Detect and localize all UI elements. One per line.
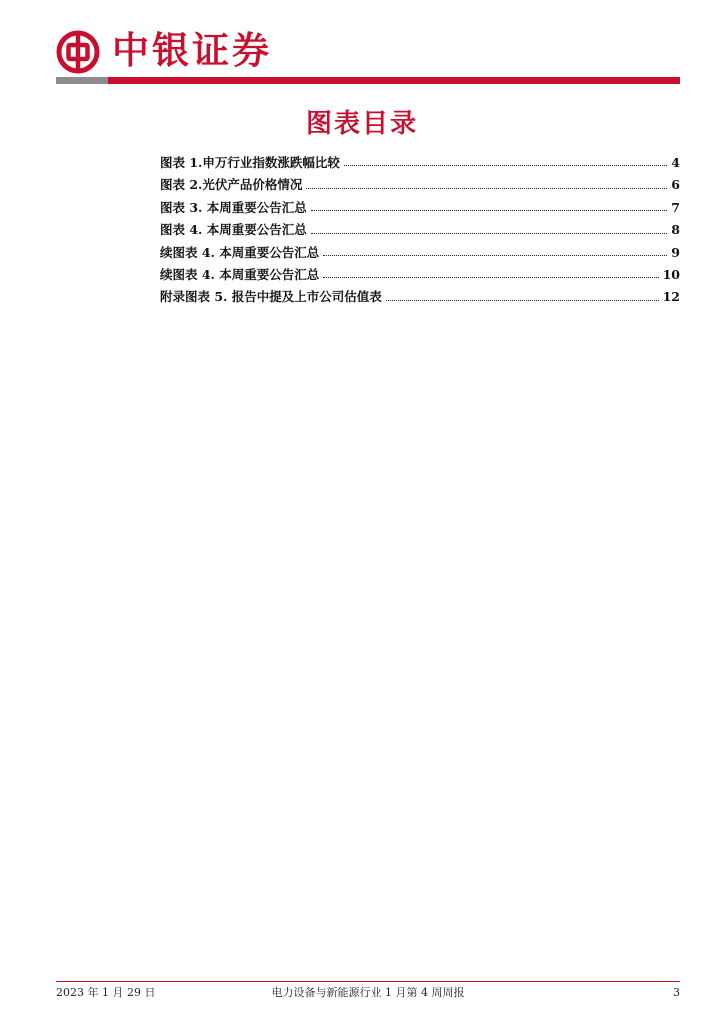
footer-page-number: 3 <box>673 986 680 999</box>
toc-item-label: 图表 1.申万行业指数涨跌幅比较 <box>160 155 340 170</box>
header-rule-red <box>108 77 680 84</box>
header-rule-gray <box>56 77 108 84</box>
toc-leader <box>323 255 667 256</box>
footer-date: 2023 年 1 月 29 日 <box>56 986 156 999</box>
toc-item[interactable] <box>160 264 680 286</box>
toc-item-label: 续图表 4. 本周重要公告汇总 <box>160 266 320 282</box>
toc-item-page: 6 <box>671 177 680 193</box>
boc-logo-icon <box>56 30 100 74</box>
toc-item-page: 12 <box>662 289 680 305</box>
toc-item-page: 9 <box>671 244 680 260</box>
toc-leader <box>386 300 659 301</box>
toc-item[interactable] <box>160 174 680 196</box>
brand-name: 中银证券 <box>112 29 272 72</box>
toc-item-page: 8 <box>671 222 680 238</box>
toc-item-page: 4 <box>671 155 680 170</box>
toc-leader <box>311 210 668 211</box>
toc-item[interactable] <box>160 152 680 174</box>
toc-item-page: 7 <box>671 199 680 215</box>
toc-leader <box>311 233 668 234</box>
toc-item[interactable] <box>160 242 680 264</box>
toc-item-label: 续图表 4. 本周重要公告汇总 <box>160 244 320 260</box>
footer-rule <box>56 981 680 982</box>
toc-item-label: 图表 4. 本周重要公告汇总 <box>160 222 307 238</box>
page-footer <box>56 984 680 1002</box>
toc-leader <box>306 188 667 189</box>
toc-title: 图表目录 <box>305 109 418 139</box>
toc-item[interactable] <box>160 197 680 219</box>
toc-item-page: 10 <box>662 266 680 282</box>
footer-report-title: 电力设备与新能源行业 1 月第 4 周周报 <box>271 986 465 999</box>
toc-list <box>160 152 680 309</box>
toc-item-label: 图表 2.光伏产品价格情况 <box>160 177 303 193</box>
page-header <box>56 24 680 84</box>
toc-leader <box>344 165 667 166</box>
toc-leader <box>323 277 658 278</box>
toc-item-label: 附录图表 5. 报告中提及上市公司估值表 <box>160 289 382 305</box>
toc-item[interactable] <box>160 286 680 308</box>
toc-item-label: 图表 3. 本周重要公告汇总 <box>160 199 307 215</box>
toc-item[interactable] <box>160 219 680 241</box>
